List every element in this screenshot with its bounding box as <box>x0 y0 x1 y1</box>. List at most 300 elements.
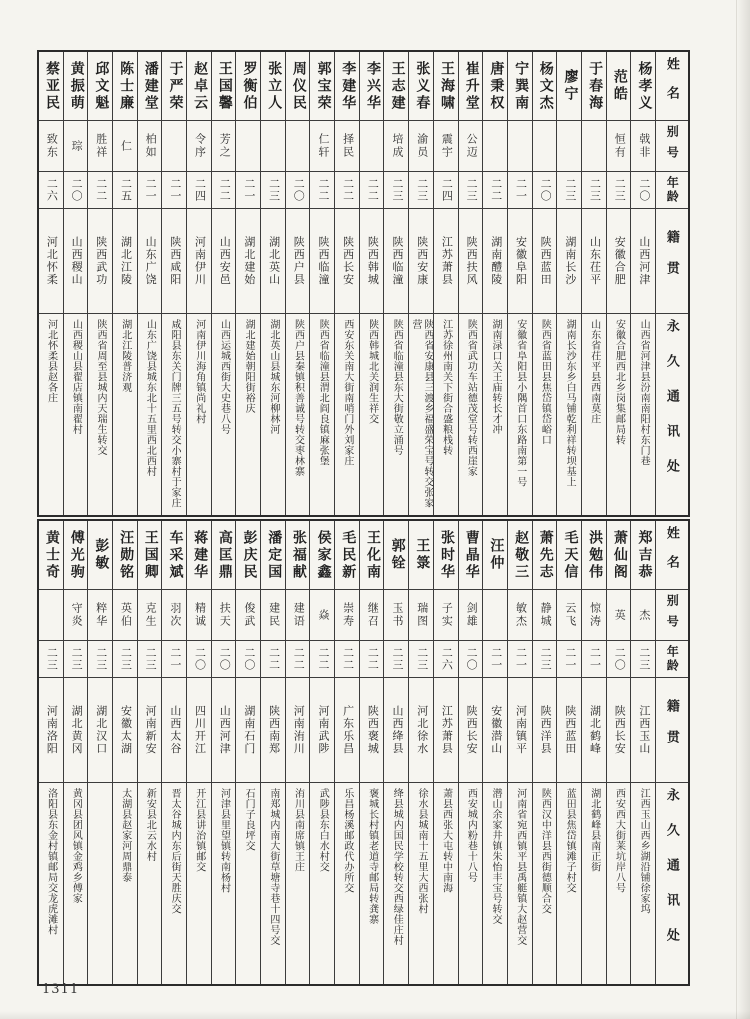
alias-text: 仁 <box>119 139 132 153</box>
alias-text: 培成 <box>391 133 404 159</box>
address-text: 江苏徐州南关下街合盛粮栈转 <box>440 319 452 456</box>
address-cell <box>483 313 507 515</box>
age-cell <box>261 171 285 208</box>
name-cell <box>39 52 63 120</box>
native-cell <box>409 677 433 782</box>
person-column <box>482 52 507 515</box>
address-text: 山东省茌平县西南莫庄 <box>588 319 600 424</box>
person-column <box>556 52 581 515</box>
name-cell <box>335 521 359 589</box>
native-cell <box>508 208 532 313</box>
age-text: 二三 <box>391 647 404 671</box>
name-text: 毛民新 <box>340 529 356 581</box>
address-text: 山西省河津县汾南南阳村东门巷 <box>638 319 650 466</box>
address-cell <box>113 782 137 984</box>
native-text: 安徽潜山 <box>489 705 502 755</box>
address-cell <box>582 782 606 984</box>
row-header-cell <box>656 120 688 171</box>
person-column <box>39 521 63 984</box>
name-text: 杨文杰 <box>537 60 553 112</box>
native-cell <box>138 677 162 782</box>
address-text: 河津县里望镇转南杨村 <box>218 788 230 893</box>
age-cell <box>631 171 655 208</box>
row-header-cell <box>656 640 688 677</box>
age-text: 二〇 <box>637 178 650 202</box>
age-cell <box>508 640 532 677</box>
name-text: 李建华 <box>340 60 356 112</box>
row-header-label: 永久通讯处 <box>664 319 680 494</box>
age-cell <box>557 640 581 677</box>
alias-cell <box>286 120 310 171</box>
name-cell <box>557 521 581 589</box>
alias-text: 仁轩 <box>316 133 329 159</box>
person-column <box>235 521 260 984</box>
alias-cell <box>187 589 211 640</box>
alias-cell <box>409 120 433 171</box>
age-cell <box>335 171 359 208</box>
alias-text: 英伯 <box>119 602 132 628</box>
age-text: 二一 <box>489 647 502 671</box>
age-text: 二三 <box>391 178 404 202</box>
address-cell <box>607 782 631 984</box>
name-cell <box>236 521 260 589</box>
name-cell <box>508 52 532 120</box>
native-cell <box>483 677 507 782</box>
address-cell <box>212 782 236 984</box>
age-text: 二二 <box>292 647 305 671</box>
address-text: 陕西省临潼县渭北阎良镇麻张堡 <box>317 319 329 466</box>
table-half <box>37 519 690 986</box>
name-text: 王海啸 <box>439 60 454 112</box>
alias-cell <box>138 589 162 640</box>
age-text: 二二 <box>489 178 502 202</box>
native-text: 陕西蓝田 <box>563 705 576 755</box>
name-cell <box>187 52 211 120</box>
address-text: 南郑城内南大街草塘寺巷十四号交 <box>267 788 279 946</box>
person-column <box>630 52 655 515</box>
address-text: 咸阳县东关门牌三五号转交小寨村于家庄 <box>169 319 181 508</box>
address-text: 西安西大街莱坑岸八号 <box>613 788 625 893</box>
address-cell <box>64 782 88 984</box>
age-cell <box>483 640 507 677</box>
age-text: 二〇 <box>218 647 231 671</box>
alias-cell <box>508 589 532 640</box>
address-cell <box>236 313 260 515</box>
name-cell <box>459 52 483 120</box>
address-text: 河南伊川海角镇尚礼村 <box>193 319 205 424</box>
name-text: 于春海 <box>587 60 603 112</box>
age-text: 二三 <box>415 178 428 202</box>
address-cell <box>483 782 507 984</box>
row-header-column <box>655 52 688 515</box>
name-cell <box>533 521 557 589</box>
age-cell <box>459 640 483 677</box>
name-cell <box>360 52 384 120</box>
alias-cell <box>187 120 211 171</box>
age-text: 二四 <box>440 178 453 202</box>
name-text: 黄士奇 <box>44 529 59 581</box>
name-cell <box>533 52 557 120</box>
alias-text: 英 <box>613 608 626 622</box>
age-text: 二一 <box>144 178 157 202</box>
alias-cell <box>434 120 458 171</box>
address-text: 新安县北云水村 <box>144 788 156 862</box>
name-text: 侯家鑫 <box>315 529 331 581</box>
native-text: 陕西咸阳 <box>168 236 181 286</box>
alias-cell <box>39 589 63 640</box>
person-column <box>161 52 186 515</box>
native-text: 山西绛县 <box>391 705 404 755</box>
native-cell <box>582 677 606 782</box>
age-cell <box>236 640 260 677</box>
age-cell <box>162 171 186 208</box>
name-text: 潘建堂 <box>142 60 158 112</box>
alias-text: 震宇 <box>440 133 453 159</box>
native-text: 陕西扶风 <box>465 236 478 286</box>
age-text: 二三 <box>144 647 157 671</box>
person-column <box>260 52 285 515</box>
native-cell <box>360 677 384 782</box>
row-header-cell <box>656 313 688 515</box>
native-cell <box>557 208 581 313</box>
person-column <box>458 521 483 984</box>
name-text: 范皓 <box>611 69 627 103</box>
native-cell <box>236 208 260 313</box>
alias-text: 建民 <box>267 602 280 628</box>
alias-text: 渝员 <box>415 133 428 159</box>
alias-text: 柏如 <box>144 133 157 159</box>
address-cell <box>88 782 112 984</box>
native-text: 河南新安 <box>144 705 157 755</box>
age-text: 二六 <box>45 178 58 202</box>
name-text: 汪仲 <box>488 538 504 572</box>
native-text: 陕西南郑 <box>267 705 280 755</box>
alias-cell <box>483 589 507 640</box>
person-column <box>309 52 334 515</box>
native-text: 河南洛阳 <box>45 705 58 755</box>
address-cell <box>582 313 606 515</box>
address-text: 江西玉山西乡湖沿铺徐家坞 <box>638 788 650 914</box>
age-cell <box>64 640 88 677</box>
age-text: 二三 <box>94 647 107 671</box>
alias-cell <box>533 589 557 640</box>
address-cell <box>533 313 557 515</box>
row-header-label: 别号 <box>665 594 680 636</box>
age-text: 二三 <box>637 647 650 671</box>
age-text: 二二 <box>366 178 379 202</box>
address-cell <box>434 313 458 515</box>
name-cell <box>483 521 507 589</box>
age-cell <box>39 640 63 677</box>
age-cell <box>557 171 581 208</box>
native-text: 山东广饶 <box>144 236 157 286</box>
name-text: 郭宝荣 <box>315 60 331 112</box>
alias-text: 玉书 <box>391 602 404 628</box>
person-column <box>581 52 606 515</box>
alias-cell <box>557 120 581 171</box>
native-cell <box>261 677 285 782</box>
name-text: 郑吉恭 <box>636 529 652 581</box>
name-text: 黄振萌 <box>68 60 84 112</box>
address-cell <box>138 782 162 984</box>
name-cell <box>162 521 186 589</box>
person-column <box>63 52 88 515</box>
address-cell <box>409 313 433 515</box>
alias-cell <box>582 589 606 640</box>
address-text: 山西稷山县翟店镇南翟村 <box>70 319 82 435</box>
age-text: 二三 <box>539 647 552 671</box>
address-cell <box>286 313 310 515</box>
name-cell <box>582 521 606 589</box>
age-text: 二二 <box>341 647 354 671</box>
alias-text: 崇寿 <box>341 602 354 628</box>
name-text: 傅光驹 <box>68 529 84 581</box>
person-column <box>186 52 211 515</box>
person-column <box>285 521 310 984</box>
alias-text: 戟非 <box>637 133 650 159</box>
person-column <box>285 52 310 515</box>
native-cell <box>533 208 557 313</box>
alias-cell <box>384 589 408 640</box>
age-text: 二二 <box>94 178 107 202</box>
alias-text: 精诚 <box>193 602 206 628</box>
alias-cell <box>39 120 63 171</box>
name-text: 萧仙阁 <box>611 529 627 581</box>
name-text: 张福献 <box>290 529 306 581</box>
name-cell <box>236 52 260 120</box>
address-cell <box>533 782 557 984</box>
person-column <box>507 52 532 515</box>
age-cell <box>607 171 631 208</box>
age-cell <box>88 640 112 677</box>
age-cell <box>582 171 606 208</box>
alias-text: 云飞 <box>563 602 576 628</box>
alias-cell <box>286 589 310 640</box>
address-text: 湖南长沙东乡白马铺乾利祥转坝基上 <box>564 319 576 487</box>
age-cell <box>286 640 310 677</box>
age-cell <box>88 171 112 208</box>
age-cell <box>360 171 384 208</box>
alias-cell <box>360 589 384 640</box>
name-cell <box>557 52 581 120</box>
age-cell <box>384 640 408 677</box>
address-text: 太湖县赵家河周鼎泰 <box>119 788 131 883</box>
name-text: 彭庆民 <box>241 529 257 581</box>
age-text: 二〇 <box>465 647 478 671</box>
name-cell <box>310 521 334 589</box>
address-text: 陕西省蓝田县焦岱镇岱峪口 <box>539 319 551 445</box>
person-column <box>458 52 483 515</box>
age-cell <box>459 171 483 208</box>
native-cell <box>113 208 137 313</box>
address-text: 乐昌杨溪邮政代办所交 <box>341 788 353 893</box>
native-cell <box>261 208 285 313</box>
name-cell <box>187 521 211 589</box>
person-column <box>532 52 557 515</box>
name-cell <box>409 52 433 120</box>
address-cell <box>508 313 532 515</box>
row-header-label: 姓名 <box>664 526 680 584</box>
age-cell <box>533 171 557 208</box>
person-column <box>482 521 507 984</box>
address-text: 河南省宛西镇平县禹艇镇大赵营交 <box>514 788 526 946</box>
person-column <box>112 521 137 984</box>
age-cell <box>508 171 532 208</box>
row-header-cell <box>656 208 688 313</box>
address-text: 陕西省武功车站德茂堂号转西崖家 <box>465 319 477 477</box>
address-cell <box>162 782 186 984</box>
address-text: 武陟县东白水村交 <box>317 788 329 872</box>
age-text: 二〇 <box>613 647 626 671</box>
alias-text: 惊涛 <box>588 602 601 628</box>
person-column <box>87 52 112 515</box>
address-text: 湖北江陵普济观 <box>119 319 131 393</box>
name-text: 毛天信 <box>562 529 578 581</box>
age-text: 二三 <box>119 647 132 671</box>
native-text: 山西太谷 <box>168 705 181 755</box>
age-text: 二〇 <box>70 178 83 202</box>
native-cell <box>557 677 581 782</box>
address-text: 湖北建始朝阳街裕庆 <box>243 319 255 414</box>
age-cell <box>631 640 655 677</box>
row-header-label: 年龄 <box>665 176 680 204</box>
age-cell <box>434 171 458 208</box>
person-column <box>63 521 88 984</box>
native-text: 陕西临潼 <box>316 236 329 286</box>
person-column <box>507 521 532 984</box>
name-cell <box>434 521 458 589</box>
address-text: 黄冈县团风镇金鸡乡傅家 <box>70 788 82 904</box>
address-text: 陕西汉中洋县西街德顺合交 <box>539 788 551 914</box>
alias-text: 静城 <box>539 602 552 628</box>
alias-cell <box>236 589 260 640</box>
name-text: 罗衡伯 <box>241 60 257 112</box>
age-cell <box>187 171 211 208</box>
person-column <box>39 52 63 515</box>
age-text: 二三 <box>70 647 83 671</box>
alias-cell <box>64 589 88 640</box>
native-text: 山西河津 <box>637 236 650 286</box>
alias-cell <box>631 589 655 640</box>
native-cell <box>434 208 458 313</box>
alias-cell <box>138 120 162 171</box>
person-column <box>383 521 408 984</box>
address-text: 褒城长村镇老道寺邮局转龚寨 <box>366 788 378 925</box>
alias-cell <box>508 120 532 171</box>
person-column <box>606 52 631 515</box>
address-text: 山西运城西街大史巷八号 <box>218 319 230 435</box>
native-cell <box>459 677 483 782</box>
person-column <box>137 521 162 984</box>
address-cell <box>310 782 334 984</box>
address-cell <box>88 313 112 515</box>
address-text: 洧川县南席镇王庄 <box>292 788 304 872</box>
name-text: 唐秉权 <box>488 60 504 112</box>
alias-cell <box>162 120 186 171</box>
native-cell <box>138 208 162 313</box>
name-cell <box>582 52 606 120</box>
age-text: 二二 <box>218 178 231 202</box>
person-column <box>211 521 236 984</box>
age-text: 二三 <box>267 178 280 202</box>
name-text: 周仪民 <box>290 60 306 112</box>
native-cell <box>533 677 557 782</box>
age-text: 二二 <box>267 647 280 671</box>
name-text: 廖宁 <box>562 69 578 103</box>
native-cell <box>409 208 433 313</box>
name-cell <box>212 52 236 120</box>
native-text: 陕西临潼 <box>391 236 404 286</box>
native-cell <box>236 677 260 782</box>
alias-cell <box>607 589 631 640</box>
address-cell <box>212 313 236 515</box>
native-text: 湖北英山 <box>267 236 280 286</box>
age-cell <box>212 640 236 677</box>
address-cell <box>335 782 359 984</box>
name-cell <box>286 52 310 120</box>
row-header-cell <box>656 782 688 984</box>
age-text: 二三 <box>465 178 478 202</box>
name-text: 宁巽南 <box>513 60 529 112</box>
age-cell <box>236 171 260 208</box>
address-cell <box>409 782 433 984</box>
name-text: 赵卓云 <box>192 60 208 112</box>
alias-cell <box>261 589 285 640</box>
native-cell <box>113 677 137 782</box>
age-text: 二二 <box>316 178 329 202</box>
native-text: 四川开江 <box>193 705 206 755</box>
native-text: 山西稷山 <box>70 236 83 286</box>
row-header-label: 永久通讯处 <box>664 788 680 963</box>
native-cell <box>607 677 631 782</box>
alias-text: 择民 <box>341 133 354 159</box>
native-cell <box>335 208 359 313</box>
scan-page-edge <box>736 0 750 1019</box>
address-cell <box>607 313 631 515</box>
alias-text: 子实 <box>440 602 453 628</box>
address-text: 安徽省阜阳县小隅首口东路南第一号 <box>514 319 526 487</box>
native-cell <box>187 208 211 313</box>
age-cell <box>384 171 408 208</box>
address-text: 陕西省周至县城内天瑞生转交 <box>95 319 107 456</box>
native-text: 河北怀柔 <box>45 236 58 286</box>
address-cell <box>187 782 211 984</box>
age-text: 二〇 <box>193 647 206 671</box>
native-cell <box>286 208 310 313</box>
person-column <box>235 52 260 515</box>
person-column <box>408 52 433 515</box>
native-cell <box>310 677 334 782</box>
person-column <box>186 521 211 984</box>
address-text: 陕西户县秦镇积善诚号转交枣林寨 <box>292 319 304 477</box>
name-cell <box>607 521 631 589</box>
alias-cell <box>459 589 483 640</box>
alias-cell <box>557 589 581 640</box>
native-text: 湖南石门 <box>242 705 255 755</box>
native-cell <box>631 208 655 313</box>
name-text: 崔升堂 <box>463 60 479 112</box>
row-header-label: 年龄 <box>665 645 680 673</box>
age-cell <box>483 171 507 208</box>
age-text: 二〇 <box>242 647 255 671</box>
address-cell <box>310 313 334 515</box>
address-text: 陕西省临潼县东大街敬立涌号 <box>391 319 403 456</box>
alias-cell <box>631 120 655 171</box>
name-text: 李兴华 <box>364 60 380 112</box>
age-text: 二一 <box>242 178 255 202</box>
person-column <box>433 52 458 515</box>
address-text: 湖北鹤峰县南正街 <box>588 788 600 872</box>
